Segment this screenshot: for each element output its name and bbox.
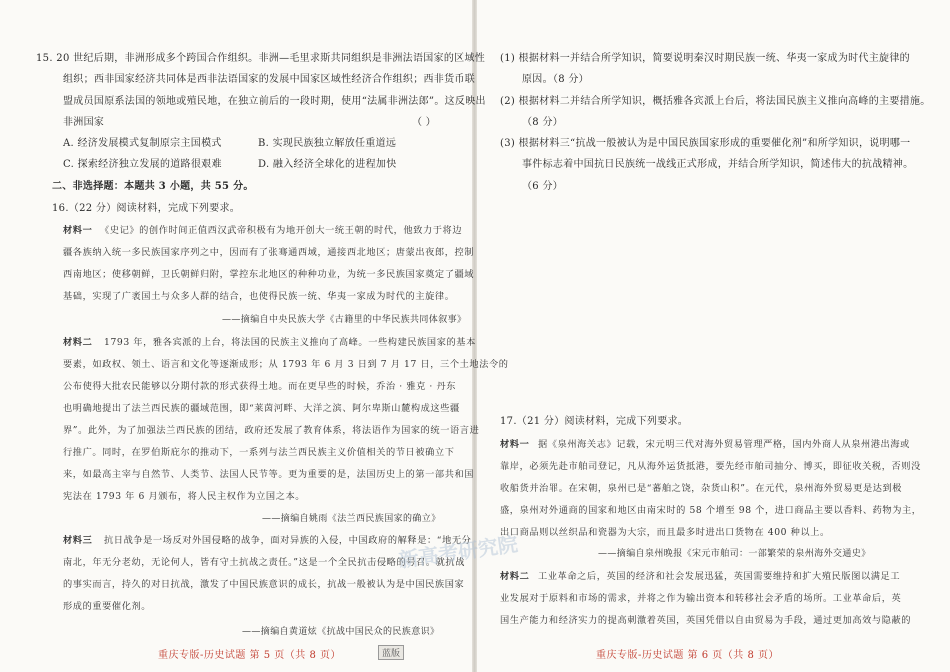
q16-task-1: (1) 根据材料一并结合所学知识，简要说明秦汉时期民族一统、华夷一家成为时代主旋律的 [500,53,910,64]
q16-m2-line: 宪法在 1793 年 6 月颁布，将人民主权作为立国之本。 [63,491,306,502]
q16-m1-line: 《史记》的创作时间正值西汉武帝积极有为地开创大一统王朝的时代，他致力于将边 [100,225,463,236]
q16-m2-line: 要素，如政权、领土、语言和文化等逐渐成形；从 1793 年 6 月 3 日到 7 月 17 日，三个土地法令的 [63,359,509,370]
q17-m2-line: 国生产能力和经济实力的提高刺激着英国，英国凭借以自由贸易为手段，通过更加高效与隐蔽的 [500,615,912,626]
q15-line-1: 15. 20 世纪后期，非洲形成多个跨国合作组织。非洲—毛里求斯共同组织是非洲法语国家的区域性 [36,53,486,64]
q16-m2-line: 也明确地提出了法兰西民族的疆域范围，即“莱茵河畔、大洋之滨、阿尔卑斯山麓构成这些疆 [63,403,460,414]
q16-m1-line: 疆各族纳入统一多民族国家序列之中，因而有了张骞通西域，通接西北地区；唐蒙出夜郎，控制 [63,247,475,258]
watermark-logo: 新高考研究院 [397,531,520,573]
q16-task-3: (3) 根据材料三“抗战一般被认为是中国民族国家形成的重要催化剂”和所学知识，说明哪一 [500,138,911,149]
q15-option-a: A. 经济发展模式复制原宗主国模式 [63,138,222,149]
q17-m2-line: 工业革命之后，英国的经济和社会发展迅猛，英国需要维持和扩大殖民版图以满足工 [538,571,901,582]
q16-m2-line: 界”。此外，为了加强法兰西民族的团结，政府还发展了教育体系，将法语作为国家的统一语言进 [63,425,480,436]
edition-stamp: 蓝版 [378,645,404,660]
q16-task-3-score: （6 分） [522,181,564,192]
q17-material-1-label: 材料一 [500,439,530,450]
q16-m3-line: 形成的重要催化剂。 [63,601,152,612]
q17-stem: 17.（21 分）阅读材料，完成下列要求。 [500,416,689,427]
q16-material-2-label: 材料二 [63,337,93,348]
q16-m2-line: 行推广。同时，在罗伯斯庇尔的推动下，一系列与法兰西民族主义价值相关的节日被确立下 [63,447,455,458]
q16-task-1-cont: 原因。（8 分） [522,74,589,85]
right-page-footer: 重庆专版-历史试题 第 6 页（共 8 页） [596,650,779,661]
q15-line-2: 组织；西非国家经济共同体是西非法语国家的发展中国家区域性经济合作组织；西非货币联 [63,74,475,85]
q17-m1-line: 靠岸，必须先赴市舶司登记，凡从海外运货抵港，要先经市舶司抽分、博买，即征收关税，否则没 [500,461,921,472]
q16-m1-line: 西南地区；使移朝鲜，卫氏朝鲜归附，掌控东北地区的种种功业，为统一多民族国家奠定了疆域 [63,269,475,280]
q15-line-4: 非洲国家 [63,117,105,128]
q16-m3-line: 的事实而言，持久的对日抗战，激发了中国民族意识的成长，抗战一般被认为是中国民族国家 [63,579,465,590]
q15-line-3: 盟成员国原系法国的领地或殖民地，在独立前后的一段时期，使用“法属非洲法郎”。这反映出 [63,96,486,107]
left-page-footer: 重庆专版-历史试题 第 5 页（共 8 页） [158,650,341,661]
q16-m2-line: 1793 年，雅各宾派的上台，将法国的民族主义推向了高峰。一些构建民族国家的基本 [104,337,476,348]
q17-m1-line: 盛，泉州对外通商的国家和地区由南宋时的 58 个增至 98 个，进口商品主要以香料、药物为主， [500,505,922,516]
q17-m1-source: ——摘编自泉州晚报《宋元市舶司：一部繁荣的泉州海外交通史》 [598,549,871,559]
section-2-heading: 二、非选择题：本题共 3 小题，共 55 分。 [52,181,254,192]
q16-m2-line: 公布使得大批农民能够以分期付款的形式获得土地。而在更早些的时候，乔治 · 雅克 · 丹东 [63,381,457,392]
q16-task-2: (2) 根据材料二并结合所学知识，概括雅各宾派上台后，将法国民族主义推向高峰的主要措施。 [500,96,931,107]
q16-m3-line: 南北，年无分老幼，无论何人，皆有守土抗战之责任。”这是一个全民抗击侵略的号召。就抗战 [63,557,465,568]
q16-m1-line: 基础，实现了广袤国土与众多人群的结合，也使得民族一统、华夷一家成为时代的主旋律。 [63,291,455,302]
q15-option-c: C. 探索经济独立发展的道路很艰难 [63,159,222,170]
q16-m1-source: ——摘编自中央民族大学《古籍里的中华民族共同体叙事》 [222,315,467,325]
q16-material-1-label: 材料一 [63,225,93,236]
q15-option-b: B. 实现民族独立解放任重道远 [258,138,397,149]
q17-material-2-label: 材料二 [500,571,530,582]
q17-m1-line: 出口商品则以丝织品和瓷器为大宗，而且最多时进出口货物在 400 种以上。 [500,527,830,538]
q17-m2-line: 业发展对于原料和市场的需求，并将之作为输出资本和转移社会矛盾的场所。工业革命后，英 [500,593,902,604]
q16-task-3-cont: 事件标志着中国抗日民族统一战线正式形成，并结合所学知识，简述伟大的抗战精神。 [522,159,914,170]
q17-m1-line: 收船货并治罪。在宋朝，泉州已是“蕃舶之饶，杂货山积”。在元代，泉州海外贸易更是达到极 [500,483,903,494]
q16-task-2-score: （8 分） [522,117,564,128]
q16-m2-source: ——摘编自姚雨《法兰西民族国家的确立》 [262,514,441,524]
q16-m3-line: 抗日战争是一场反对外国侵略的战争，面对异族的入侵，中国政府的解释是：“地无分 [104,535,472,546]
q16-m2-line: 来，如最高主宰与自然节、人类节、法国人民节等。更为重要的是，法国历史上的第一部共和国 [63,469,475,480]
q16-stem: 16.（22 分）阅读材料，完成下列要求。 [52,203,241,214]
q16-material-3-label: 材料三 [63,535,93,546]
q16-m3-source: ——摘编自黄道炫《抗战中国民众的民族意识》 [242,627,440,637]
q15-option-d: D. 融入经济全球化的进程加快 [258,159,397,170]
q15-answer-bracket: （ ） [412,117,437,128]
q17-m1-line: 据《泉州海关志》记载，宋元明三代对海外贸易管理严格，国内外商人从泉州港出海或 [538,439,910,450]
